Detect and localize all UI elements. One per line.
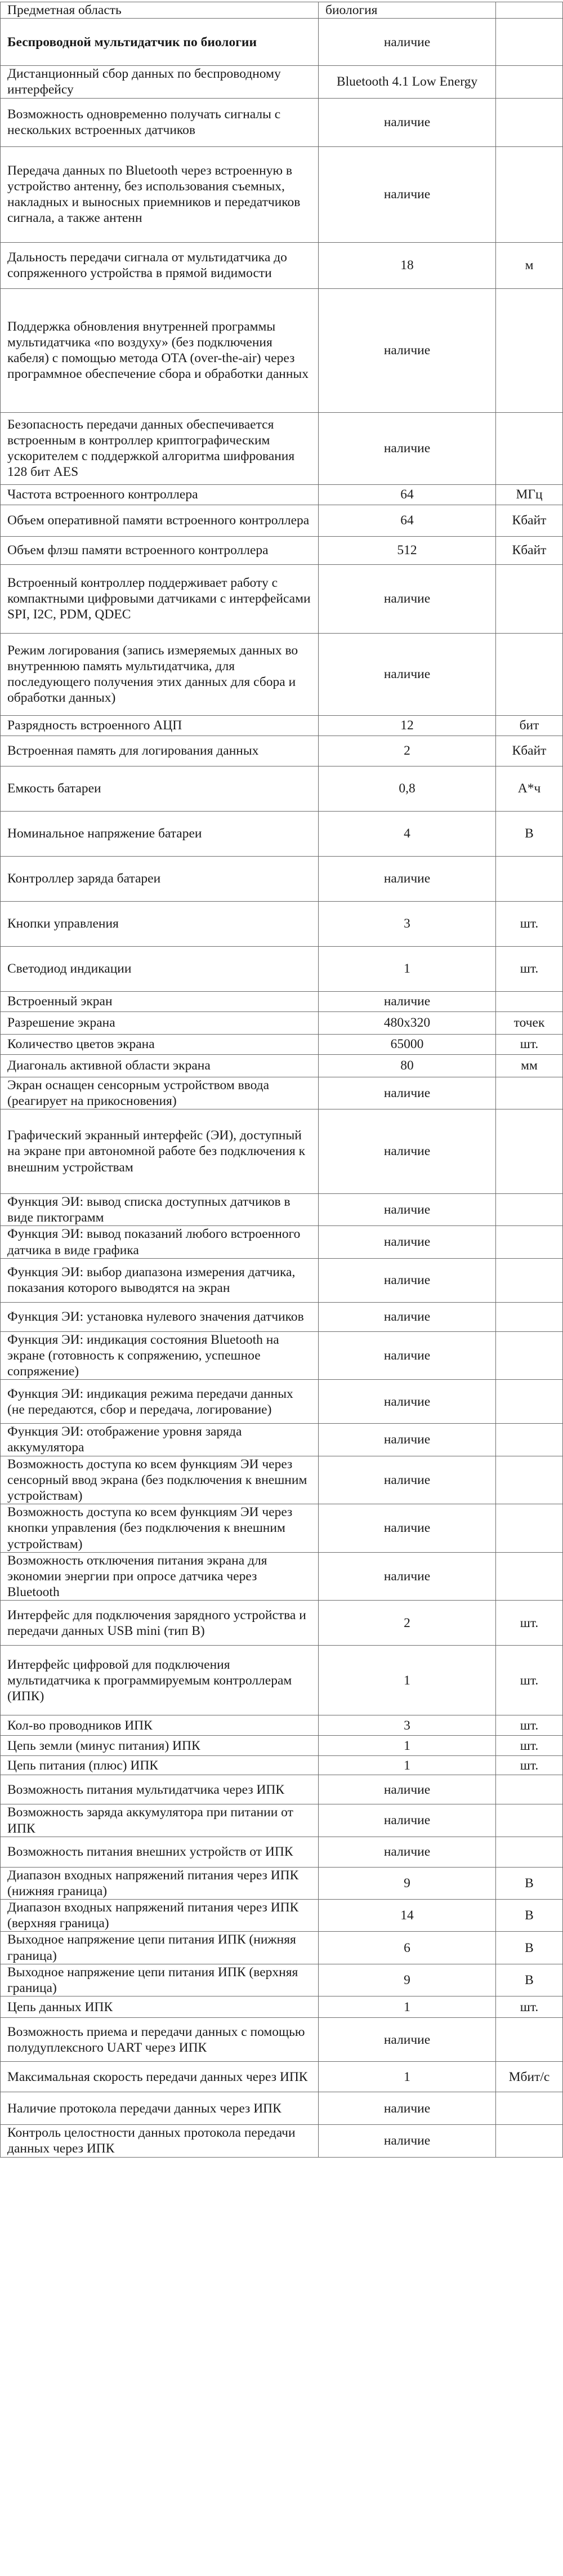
table-row <box>1 1193 563 1225</box>
param-name: Выходное напряжение цепи питания ИПК (верхняя граница) <box>1 1964 319 1996</box>
param-name: Цепь земли (минус питания) ИПК <box>1 1736 319 1756</box>
param-value: 64 <box>319 484 496 505</box>
param-unit: Мбит/с <box>496 2062 563 2092</box>
param-unit <box>496 1109 563 1193</box>
param-unit: шт. <box>496 1756 563 1775</box>
param-value: наличие <box>319 1775 496 1804</box>
param-name: Возможность питания мультидатчика через ИПК <box>1 1775 319 1804</box>
param-unit <box>496 1226 563 1258</box>
param-unit <box>496 856 563 901</box>
param-unit: точек <box>496 1011 563 1034</box>
param-value: наличие <box>319 288 496 412</box>
param-unit: мм <box>496 1054 563 1077</box>
table-row <box>1 946 563 991</box>
param-value: наличие <box>319 1226 496 1258</box>
param-unit: А*ч <box>496 766 563 811</box>
param-name: Объем флэш памяти встроенного контроллера <box>1 536 319 564</box>
param-unit <box>496 2125 563 2157</box>
table-row <box>1 98 563 146</box>
param-name: Функция ЭИ: вывод списка доступных датчиков в виде пиктограмм <box>1 1193 319 1225</box>
table-row <box>1 1331 563 1380</box>
param-value: наличие <box>319 1424 496 1456</box>
param-name: Возможность питания внешних устройств от ИПК <box>1 1837 319 1867</box>
table-row <box>1 736 563 766</box>
param-name: Возможность доступа ко всем функциям ЭИ через сенсорный ввод экрана (без подключения к внешним устройствам) <box>1 1456 319 1504</box>
param-value: 12 <box>319 715 496 736</box>
param-name: Номинальное напряжение батареи <box>1 811 319 856</box>
param-name: Емкость батареи <box>1 766 319 811</box>
table-row <box>1 715 563 736</box>
param-name: Безопасность передачи данных обеспечивается встроенным в контроллер криптографическим ускорителем с поддержкой алгоритма шифрования 128 бит AES <box>1 412 319 484</box>
param-unit: шт. <box>496 901 563 946</box>
table-row <box>1 1736 563 1756</box>
param-unit <box>496 19 563 66</box>
table-row <box>1 1552 563 1601</box>
param-value: наличие <box>319 2092 496 2125</box>
param-value: 80 <box>319 1054 496 1077</box>
param-unit: шт. <box>496 1996 563 2018</box>
param-unit <box>496 1331 563 1380</box>
param-unit: шт. <box>496 1034 563 1054</box>
param-name: Беспроводной мультидатчик по биологии <box>1 19 319 66</box>
param-name: Возможность одновременно получать сигналы с нескольких встроенных датчиков <box>1 98 319 146</box>
header-subject-area-value: биология <box>319 2 496 19</box>
param-name: Экран оснащен сенсорным устройством ввода (реагирует на прикосновения) <box>1 1077 319 1109</box>
param-value: наличие <box>319 1504 496 1553</box>
table-row <box>1 856 563 901</box>
table-row <box>1 1804 563 1837</box>
param-name: Выходное напряжение цепи питания ИПК (нижняя граница) <box>1 1932 319 1964</box>
table-row <box>1 2018 563 2062</box>
param-unit <box>496 1837 563 1867</box>
param-unit: шт. <box>496 1601 563 1646</box>
param-name: Возможность отключения питания экрана для экономии энергии при опросе датчика через Bluetooth <box>1 1552 319 1601</box>
param-name: Дальность передачи сигнала от мультидатчика до сопряженного устройства в прямой видимости <box>1 242 319 288</box>
table-row <box>1 1867 563 1899</box>
param-value: 4 <box>319 811 496 856</box>
param-value: 18 <box>319 242 496 288</box>
param-name: Графический экранный интерфейс (ЭИ), доступный на экране при автономной работе без подключения к внешним устройствам <box>1 1109 319 1193</box>
param-unit: шт. <box>496 1646 563 1715</box>
table-row <box>1 412 563 484</box>
param-name: Функция ЭИ: выбор диапазона измерения датчика, показания которого выводятся на экран <box>1 1258 319 1302</box>
table-row <box>1 1456 563 1504</box>
param-unit <box>496 2018 563 2062</box>
param-name: Функция ЭИ: установка нулевого значения датчиков <box>1 1302 319 1331</box>
param-name: Функция ЭИ: отображение уровня заряда аккумулятора <box>1 1424 319 1456</box>
table-row <box>1 1932 563 1964</box>
param-value: наличие <box>319 1552 496 1601</box>
table-row <box>1 564 563 633</box>
param-value: наличие <box>319 1077 496 1109</box>
param-unit: В <box>496 811 563 856</box>
param-unit: Кбайт <box>496 536 563 564</box>
param-unit: шт. <box>496 1736 563 1756</box>
param-name: Диапазон входных напряжений питания через ИПК (нижняя граница) <box>1 1867 319 1899</box>
param-unit: В <box>496 1964 563 1996</box>
param-value: наличие <box>319 856 496 901</box>
param-value: 2 <box>319 736 496 766</box>
param-unit <box>496 66 563 98</box>
param-name: Максимальная скорость передачи данных через ИПК <box>1 2062 319 2092</box>
table-row <box>1 1424 563 1456</box>
param-value: наличие <box>319 1258 496 1302</box>
table-row <box>1 146 563 242</box>
param-name: Функция ЭИ: индикация режима передачи данных (не передаются, сбор и передача, логирование) <box>1 1380 319 1424</box>
param-value: 9 <box>319 1867 496 1899</box>
param-value: 0,8 <box>319 766 496 811</box>
param-value: 1 <box>319 2062 496 2092</box>
param-value: 1 <box>319 1646 496 1715</box>
param-unit <box>496 288 563 412</box>
param-value: наличие <box>319 1804 496 1837</box>
param-unit: бит <box>496 715 563 736</box>
param-unit <box>496 1775 563 1804</box>
param-name: Встроенный контроллер поддерживает работу с компактными цифровыми датчиками с интерфейсами SPI, I2C, PDM, QDEC <box>1 564 319 633</box>
param-name: Дистанционный сбор данных по беспроводному интерфейсу <box>1 66 319 98</box>
param-name: Частота встроенного контроллера <box>1 484 319 505</box>
param-unit <box>496 1193 563 1225</box>
param-name: Цепь данных ИПК <box>1 1996 319 2018</box>
param-value: 3 <box>319 1715 496 1736</box>
table-row <box>1 1077 563 1109</box>
param-unit: В <box>496 1867 563 1899</box>
param-value: Bluetooth 4.1 Low Energy <box>319 66 496 98</box>
param-unit <box>496 564 563 633</box>
param-unit <box>496 412 563 484</box>
param-unit <box>496 633 563 715</box>
param-name: Функция ЭИ: вывод показаний любого встроенного датчика в виде графика <box>1 1226 319 1258</box>
table-row <box>1 811 563 856</box>
table-row <box>1 536 563 564</box>
param-unit <box>496 1302 563 1331</box>
param-name: Режим логирования (запись измеряемых данных во внутреннюю память мультидатчика, для последующего получения этих данных для сбора и обработки данных) <box>1 633 319 715</box>
param-name: Встроенная память для логирования данных <box>1 736 319 766</box>
param-name: Поддержка обновления внутренней программы мультидатчика «по воздуху» (без подключения кабеля) с помощью метода OTA (over-the-air) через программное обеспечение сбора и обработки данных <box>1 288 319 412</box>
param-name: Кнопки управления <box>1 901 319 946</box>
param-value: наличие <box>319 1193 496 1225</box>
table-row <box>1 484 563 505</box>
param-unit <box>496 1424 563 1456</box>
param-value: 1 <box>319 1736 496 1756</box>
param-name: Цепь питания (плюс) ИПК <box>1 1756 319 1775</box>
table-row <box>1 1011 563 1034</box>
param-value: 1 <box>319 946 496 991</box>
param-value: наличие <box>319 2125 496 2157</box>
table-row <box>1 1034 563 1054</box>
param-value: 64 <box>319 505 496 536</box>
table-row <box>1 2062 563 2092</box>
table-row <box>1 1601 563 1646</box>
param-name: Встроенный экран <box>1 991 319 1011</box>
param-value: 6 <box>319 1932 496 1964</box>
table-row <box>1 1646 563 1715</box>
param-name: Возможность заряда аккумулятора при питании от ИПК <box>1 1804 319 1837</box>
table-row <box>1 19 563 66</box>
param-value: наличие <box>319 2018 496 2062</box>
param-name: Диагональ активной области экрана <box>1 1054 319 1077</box>
table-row <box>1 766 563 811</box>
table-row <box>1 1900 563 1932</box>
table-row <box>1 1837 563 1867</box>
param-unit: Кбайт <box>496 505 563 536</box>
table-row <box>1 1380 563 1424</box>
table-row <box>1 1715 563 1736</box>
table-row <box>1 1996 563 2018</box>
param-name: Возможность приема и передачи данных с помощью полудуплексного UART через ИПК <box>1 2018 319 2062</box>
param-value: наличие <box>319 19 496 66</box>
table-row <box>1 2092 563 2125</box>
param-unit <box>496 146 563 242</box>
param-unit <box>496 1456 563 1504</box>
table-row <box>1 1054 563 1077</box>
param-unit <box>496 1804 563 1837</box>
param-value: 14 <box>319 1900 496 1932</box>
param-unit <box>496 2092 563 2125</box>
param-name: Количество цветов экрана <box>1 1034 319 1054</box>
param-unit <box>496 1258 563 1302</box>
param-value: наличие <box>319 1837 496 1867</box>
param-name: Светодиод индикации <box>1 946 319 991</box>
param-value: наличие <box>319 1331 496 1380</box>
param-value: 1 <box>319 1996 496 2018</box>
param-name: Разрешение экрана <box>1 1011 319 1034</box>
param-unit: В <box>496 1900 563 1932</box>
param-value: наличие <box>319 1380 496 1424</box>
table-row <box>1 1258 563 1302</box>
param-value: 2 <box>319 1601 496 1646</box>
param-value: 3 <box>319 901 496 946</box>
param-value: 65000 <box>319 1034 496 1054</box>
table-row <box>1 66 563 98</box>
specification-table <box>0 2 563 2158</box>
param-value: 512 <box>319 536 496 564</box>
param-unit: Кбайт <box>496 736 563 766</box>
table-row <box>1 1504 563 1553</box>
table-row <box>1 1302 563 1331</box>
param-name: Контроллер заряда батареи <box>1 856 319 901</box>
param-value: наличие <box>319 633 496 715</box>
param-unit: МГц <box>496 484 563 505</box>
table-row <box>1 1964 563 1996</box>
table-row <box>1 505 563 536</box>
table-row <box>1 1756 563 1775</box>
param-name: Объем оперативной памяти встроенного контроллера <box>1 505 319 536</box>
param-value: наличие <box>319 412 496 484</box>
param-value: 9 <box>319 1964 496 1996</box>
table-row <box>1 242 563 288</box>
param-unit <box>496 1077 563 1109</box>
param-unit: шт. <box>496 1715 563 1736</box>
param-value: наличие <box>319 564 496 633</box>
param-unit: м <box>496 242 563 288</box>
param-name: Контроль целостности данных протокола передачи данных через ИПК <box>1 2125 319 2157</box>
param-value: наличие <box>319 146 496 242</box>
header-subject-area-label: Предметная область <box>1 2 319 19</box>
table-row <box>1 633 563 715</box>
param-value: наличие <box>319 1456 496 1504</box>
param-name: Интерфейс для подключения зарядного устройства и передачи данных USB mini (тип B) <box>1 1601 319 1646</box>
table-row <box>1 901 563 946</box>
param-name: Разрядность встроенного АЦП <box>1 715 319 736</box>
param-name: Функция ЭИ: индикация состояния Bluetooth на экране (готовность к сопряжению, успешное сопряжение) <box>1 1331 319 1380</box>
table-row <box>1 288 563 412</box>
param-unit: В <box>496 1932 563 1964</box>
param-name: Наличие протокола передачи данных через ИПК <box>1 2092 319 2125</box>
param-unit: шт. <box>496 946 563 991</box>
param-name: Интерфейс цифровой для подключения мультидатчика к программируемым контроллерам (ИПК) <box>1 1646 319 1715</box>
param-value: наличие <box>319 1302 496 1331</box>
header-unit <box>496 2 563 19</box>
param-unit <box>496 1504 563 1553</box>
param-name: Кол-во проводников ИПК <box>1 1715 319 1736</box>
table-row <box>1 1775 563 1804</box>
param-name: Передача данных по Bluetooth через встроенную в устройство антенну, без использования съемных, накладных и выносных приемников и передатчиков сигнала, а также антенн <box>1 146 319 242</box>
param-unit <box>496 98 563 146</box>
param-unit <box>496 1552 563 1601</box>
param-name: Возможность доступа ко всем функциям ЭИ через кнопки управления (без подключения к внешним устройствам) <box>1 1504 319 1553</box>
param-value: наличие <box>319 1109 496 1193</box>
param-value: 480x320 <box>319 1011 496 1034</box>
param-unit <box>496 1380 563 1424</box>
table-row <box>1 1109 563 1193</box>
param-value: наличие <box>319 991 496 1011</box>
param-value: наличие <box>319 98 496 146</box>
table-header-row <box>1 2 563 19</box>
param-name: Диапазон входных напряжений питания через ИПК (верхняя граница) <box>1 1900 319 1932</box>
table-row <box>1 1226 563 1258</box>
param-unit <box>496 991 563 1011</box>
table-row <box>1 991 563 1011</box>
param-value: 1 <box>319 1756 496 1775</box>
table-row <box>1 2125 563 2157</box>
